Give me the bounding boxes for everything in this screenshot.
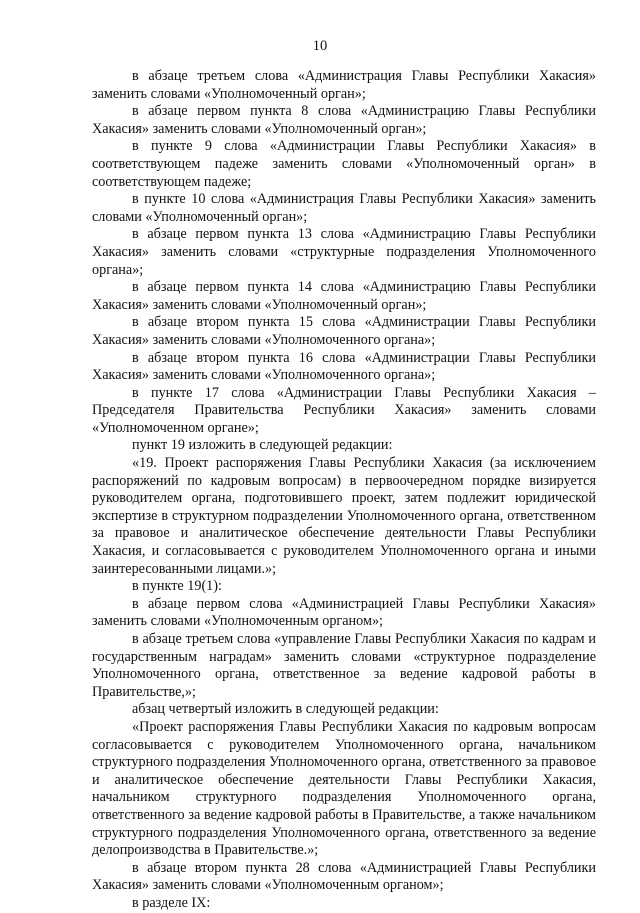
paragraph: в абзаце первом пункта 13 слова «Администрацию Главы Республики Хакасия» заменить словами «структурные подразделения Уполномоченного органа»; [92, 226, 596, 278]
paragraph: абзац четвертый изложить в следующей редакции: [132, 701, 439, 718]
paragraph: в абзаце первом пункта 14 слова «Администрацию Главы Республики Хакасия» заменить словами «Уполномоченный орган»; [92, 279, 596, 313]
paragraph: пункт 19 изложить в следующей редакции: [132, 437, 393, 454]
document-body [92, 68, 596, 913]
paragraph: «Проект распоряжения Главы Республики Хакасия по кадровым вопросам согласовывается с руководителем Уполномоченного органа, начальником структурного подразделения Уполномоченного органа, ответственного за правовое и аналитическое обеспечение деятельности Главы Республики Хакасия, начальником структурного подразделения Уполномоченного органа, ответственного за ведение кадровой работы в Правительстве, а также начальником структурного подразделения Уполномоченного органа, ответственного за ведение делопроизводства в Правительстве.»; [92, 718, 596, 859]
paragraph: в разделе IX: [132, 894, 211, 911]
paragraph: в пункте 10 слова «Администрация Главы Республики Хакасия» заменить словами «Уполномоченный орган»; [92, 191, 596, 225]
paragraph: в пункте 9 слова «Администрации Главы Республики Хакасия» в соответствующем падеже заменить словами «Уполномоченный орган» в соответствующем падеже; [92, 138, 596, 190]
paragraph: в пункте 17 слова «Администрации Главы Республики Хакасия – Председателя Правительства Республики Хакасия» заменить словами «Уполномоченном органе»; [92, 384, 596, 436]
paragraph: в абзаце первом пункта 8 слова «Администрацию Главы Республики Хакасия» заменить словами «Уполномоченный орган»; [92, 103, 596, 137]
paragraph: в абзаце третьем слова «управление Главы Республики Хакасия по кадрам и государственным наградам» заменить словами «структурное подразделение Уполномоченного органа, ответственное за ведение кадровой работы в Правительстве,»; [92, 631, 596, 700]
paragraph: в пункте 19(1): [132, 578, 222, 595]
paragraph: в абзаце втором пункта 28 слова «Администрацией Главы Республики Хакасия» заменить словами «Уполномоченным органом»; [92, 859, 596, 894]
paragraph: «19. Проект распоряжения Главы Республики Хакасия (за исключением распоряжений по кадровым вопросам) в первоочередном порядке визируется руководителем органа, подготовившего проект, затем подлежит юридической экспертизе в структурном подразделении Уполномоченного органа, ответственном за правовое и аналитическое обеспечение деятельности Главы Республики Хакасия, и согласовывается с руководителем Уполномоченного органа и иными заинтересованными лицами.»; [92, 455, 596, 577]
paragraph: в абзаце втором пункта 15 слова «Администрации Главы Республики Хакасия» заменить словами «Уполномоченного органа»; [92, 314, 596, 348]
paragraph: в абзаце третьем слова «Администрация Главы Республики Хакасия» заменить словами «Уполномоченный орган»; [92, 68, 596, 102]
paragraph: в абзаце втором пункта 16 слова «Администрации Главы Республики Хакасия» заменить словами «Уполномоченного органа»; [92, 349, 596, 384]
page-number: 10 [312, 38, 328, 54]
paragraph: в абзаце первом слова «Администрацией Главы Республики Хакасия» заменить словами «Уполномоченным органом»; [92, 595, 596, 630]
